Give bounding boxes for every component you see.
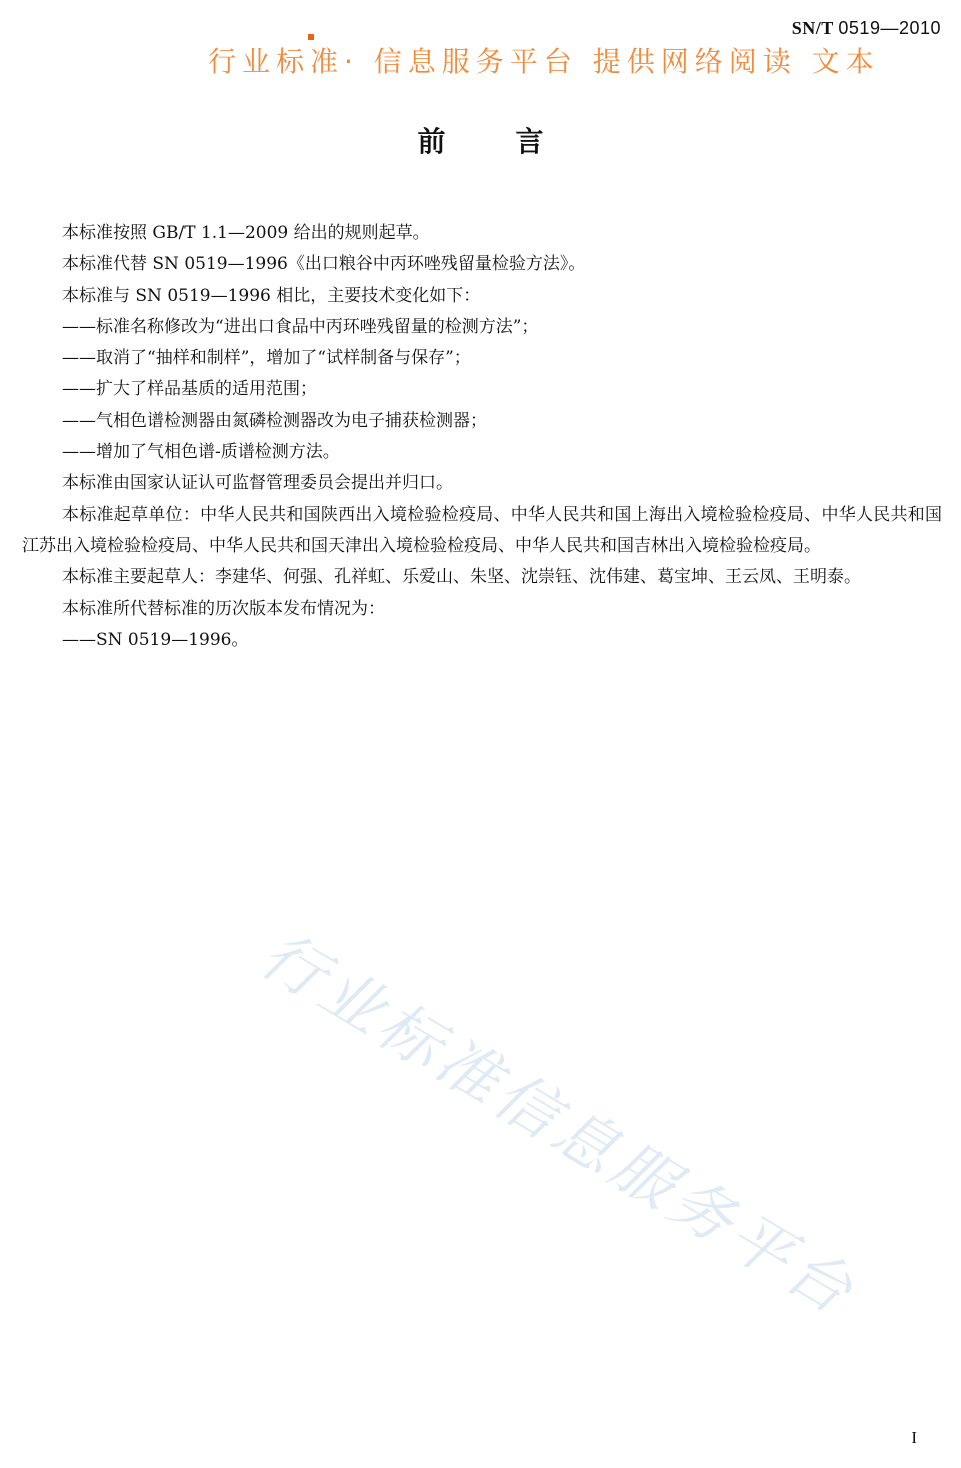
standard-code-prefix: SN/T — [791, 18, 834, 38]
page-number: I — [911, 1428, 917, 1447]
change-item: ——增加了气相色谱-质谱检测方法。 — [62, 442, 340, 463]
platform-banner — [208, 38, 880, 78]
foreword-body — [22, 218, 942, 656]
drafting-units-paragraph: 本标准起草单位：中华人民共和国陕西出入境检验检疫局、中华人民共和国上海出入境检验检疫局、中华人民共和国江苏出入境检验检疫局、中华人民共和国天津出入境检验检疫局、中华人民共和国吉林出入境检验检疫局。 — [22, 504, 942, 556]
page-title: 前言 — [417, 125, 614, 158]
change-item: ——标准名称修改为“进出口食品中丙环唑残留量的检测方法”； — [62, 316, 539, 337]
version-history-item: ——SN 0519—1996。 — [62, 629, 249, 650]
foreword-paragraph: 本标准按照 GB/T 1.1—2009 给出的规则起草。 — [62, 223, 430, 243]
drafters-paragraph: 本标准主要起草人：李建华、何强、孔祥虹、乐爱山、朱坚、沈崇钰、沈伟建、葛宝坤、王云凤、王明泰。 — [62, 567, 861, 588]
change-item: ——取消了“抽样和制样”，增加了“试样制备与保存”； — [62, 348, 471, 369]
foreword-paragraph: 本标准与 SN 0519—1996 相比，主要技术变化如下： — [62, 285, 481, 306]
standard-code-number: 0519—2010 — [838, 18, 941, 38]
foreword-paragraph: 本标准代替 SN 0519—1996《出口粮谷中丙环唑残留量检验方法》。 — [62, 254, 586, 275]
banner-text: 行业标准· 信息服务平台 提供网络阅读 文本 — [208, 45, 880, 78]
change-item: ——扩大了样品基质的适用范围； — [62, 379, 317, 400]
standard-code — [792, 18, 941, 39]
foreword-paragraph: 本标准由国家认证认可监督管理委员会提出并归口。 — [62, 473, 453, 494]
change-item: ——气相色谱检测器由氮磷检测器改为电子捕获检测器； — [62, 410, 487, 431]
foreword-paragraph: 本标准所代替标准的历次版本发布情况为： — [62, 598, 385, 619]
watermark: 行业标准信息服务平台 — [248, 917, 870, 1331]
